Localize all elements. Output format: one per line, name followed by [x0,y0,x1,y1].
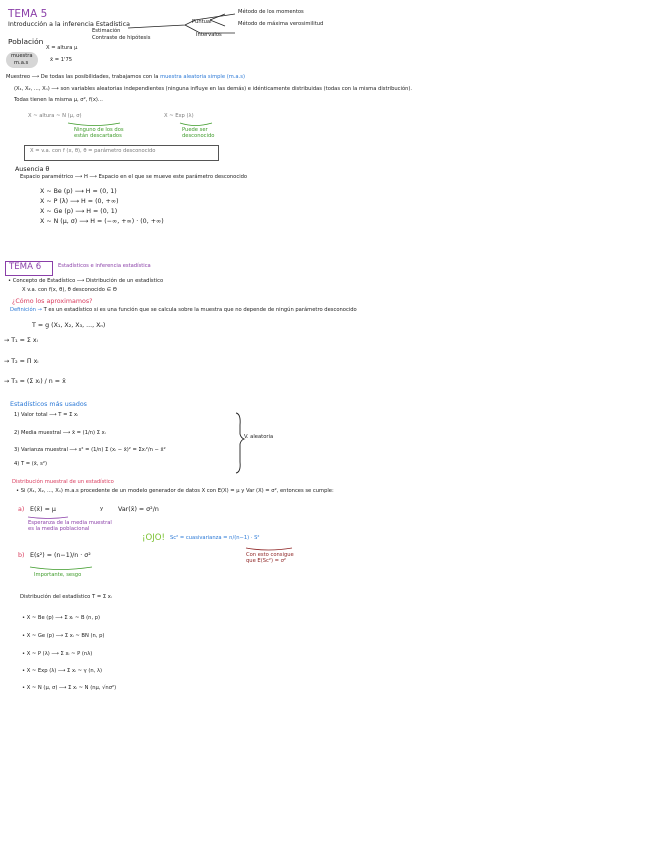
valor-total: 1) Valor total ⟶ T = Σ xᵢ [14,412,79,418]
tema6-subtitle: Estadísticos e inferencia estadística [58,263,151,269]
branch-intervalos: Intervalos [196,32,222,38]
T1-sum: → T₁ = Σ xᵢ [4,337,38,344]
branch-estimacion: Estimación [92,28,121,34]
cuasivarianza-note: Con esto consigue que E(Sc²) = σ² [246,552,294,564]
mas-label: m.a.s [14,60,29,66]
rule-exponencial: • X ~ Exp (λ) ⟶ Σ xᵢ ~ γ (n, λ) [22,668,103,674]
y-connector: y [100,506,104,512]
tema5-intro: Introducción a la inferencia Estadística [8,21,130,28]
example-exp: X ~ Exp (λ) [164,113,194,119]
distribucion-muestral-title: Distribución muestral de un estadístico [12,479,114,485]
item-b-label: b) [18,552,25,559]
rule-normal: • X ~ N (μ, σ) ⟶ Σ xᵢ ~ N (nμ, √nσ²) [22,685,117,691]
varianza-muestral: 3) Varianza muestral ⟶ s² = (1/n) Σ (xᵢ − x̄)² = Σxᵢ²/n − x̄² [14,447,166,453]
concepto-estadistico: • Concepto de Estadístico ⟶ Distribución de un estadístico [8,278,164,284]
cuasivarianza: Sc² = cuasivarianza = n/(n−1) · S² [170,535,260,541]
tema6-title: TEMA 6 [9,262,42,272]
T3-mean: → T₃ = (Σ xᵢ) / n = x̄ [4,378,66,385]
example-normal: X ~ altura ~ N (μ, σ) [28,113,82,119]
definicion-estadistico: Definición → T es un estadístico si es una función que se calcula sobre la muestra que no depende de ningún parámetro desconocido [10,307,357,313]
espacio-parametrico: Espacio paramétrico ⟶ H ⟶ Espacio en el que se mueve este parámetro desconocido [20,174,248,180]
ojo-label: ¡OJO! [142,533,165,543]
esperanza-s2: E(s²) = (n−1)/n · σ² [30,552,91,559]
sesgo-note: Importante, sesgo [34,572,82,578]
muestra-label: muestra [11,53,33,59]
esperanza-xbar: E(x̄) = μ [30,506,56,513]
rule-geometrica: • X ~ Ge (p) ⟶ Σ xᵢ ~ BN (n, p) [22,633,105,639]
param-bernoulli: X ~ Be (p) ⟶ H = (0, 1) [40,188,117,195]
branch-maxverosimilitud: Método de máxima verosimilitud [238,21,324,27]
branch-contraste: Contraste de hipótesis [92,35,151,41]
ausencia-theta: Ausencia θ [15,166,50,173]
como-aproximamos: ¿Cómo los aproximamos? [12,298,93,305]
var-xbar: Var(x̄) = σ²/n [118,506,159,513]
branch-puntual: Puntual [192,19,212,25]
distribucion-muestral-line: • Si (X₁, X₂, ..., Xₙ) m.a.s procedente de un modelo generador de datos X con E(X) = μ y Var (X) = σ², entonces se cumple: [16,488,334,494]
param-normal: X ~ N (μ, σ) ⟶ H = (−∞, +∞) · (0, +∞) [40,218,164,225]
example-exp-note: Puede ser desconocido [182,127,215,139]
param-geometrica: X ~ Ge (p) ⟶ H = (0, 1) [40,208,118,215]
item-a-label: a) [18,506,25,513]
mas-definition: (X₁, X₂, ..., Xₙ) ⟶ son variables aleatorias independientes (ninguna influye en las demás) e idénticamente distribuidas (todas con la misma distribución). [14,86,413,92]
rule-bernoulli: • X ~ Be (p) ⟶ Σ xᵢ ~ B (n, p) [22,615,101,621]
distribucion-T-title: Distribución del estadístico T = Σ xᵢ [20,594,112,600]
tema5-title: TEMA 5 [8,8,48,20]
estadisticos-mas-usados: Estadísticos más usados [10,401,87,408]
esperanza-note: Esperanza de la media muestral es la media poblacional [28,520,112,532]
T-par: 4) T = (x̄, s²) [14,461,47,467]
muestreo-line: Muestreo ⟶ De todas las posibilidades, trabajamos con la muestra aleatoria simple (m.a.s) [6,74,245,80]
misma-distribucion: Todas tienen la misma μ, σ², f(x)... [14,97,103,103]
poblacion-label: Población [8,37,44,46]
v-aleatoria-label: V. aleatoria [244,434,274,440]
xbar-value: x̄ = 1'75 [50,57,73,63]
example-normal-note: Ninguno de los dos están descartados [74,127,124,139]
parametro-desconocido: X = v.a. con f (x, θ), θ = parámetro desconocido [30,148,156,154]
rule-poisson: • X ~ P (λ) ⟶ Σ xᵢ ~ P (nλ) [22,651,93,657]
T2-product: → T₂ = Π xᵢ [4,358,39,365]
va-theta: X v.a. con f(x, θ), θ desconocido ∈ Θ [22,287,117,293]
param-poisson: X ~ P (λ) ⟶ H = (0, +∞) [40,198,119,205]
branch-momentos: Método de los momentos [238,9,304,15]
media-muestral: 2) Media muestral ⟶ x̄ = (1/n) Σ xᵢ [14,430,106,436]
altura-mu: X = altura μ [46,45,78,51]
T-definition: T = g (X₁, X₂, X₃, ..., Xₙ) [32,322,106,329]
